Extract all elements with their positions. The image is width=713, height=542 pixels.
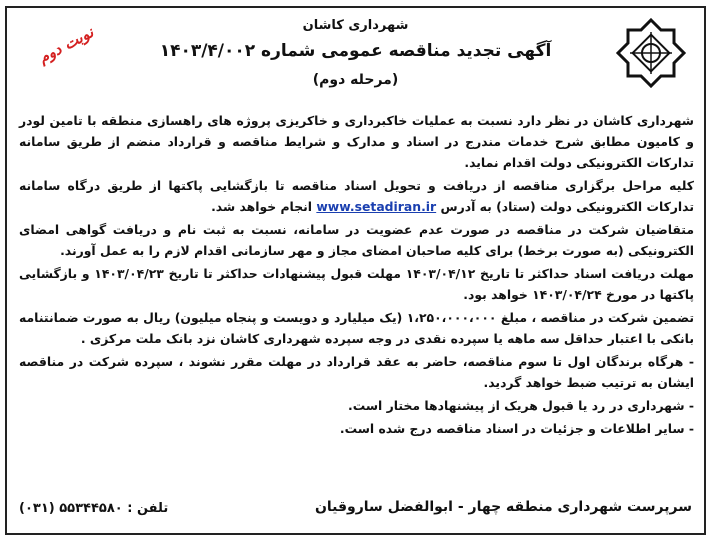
paragraph-forfeit: - هرگاه برندگان اول تا سوم مناقصه، حاضر به عقد قرارداد در مهلت مقرر نشوند ، سپرده شرکت در مناقصه ایشان به ترتیب ضبط خواهد گردید.: [19, 354, 694, 390]
procedure-text: کلیه مراحل برگزاری مناقصه از دریافت و تحویل اسناد مناقصه تا بازگشایی پاکتها از طریق درگاه سامانه تدارکات الکترونیکی دولت (ستاد) به آدرس: [19, 178, 694, 214]
notice-header: [7, 8, 704, 108]
paragraph-details: - سایر اطلاعات و جزئیات در اسناد مناقصه درج شده است.: [339, 421, 694, 436]
paragraph-intro: شهرداری کاشان در نظر دارد نسبت به عملیات خاکبرداری و خاکریزی پروژه های راهسازی منطقه با تامین لودر و کامیون مطابق شرح خدمات مندرج در اسناد و مدارک و شرایط مناقصه و قرارداد منضم از طریق سامانه تدارکات الکترونیکی دولت اقدام نماید.: [19, 113, 694, 170]
phone-number: تلفن : ۵۵۳۴۴۵۸۰ (۰۳۱): [19, 501, 169, 516]
paragraph-guarantee: تضمین شرکت در مناقصه ، مبلغ ۱،۲۵۰،۰۰۰،۰۰۰ (یک میلیارد و دویست و پنجاه میلیون) ریال به صورت ضمانتنامه بانکی با اعتبار حداقل سه ماهه یا سپرده نقدی در وجه سپرده شهرداری کاشان نزد بانک ملت مرکزی .: [19, 310, 694, 346]
paragraph-procedure: [19, 175, 694, 217]
paragraph-deadlines: مهلت دریافت اسناد حداکثر تا تاریخ ۱۴۰۳/۰۴/۱۲ مهلت قبول پیشنهادات حداکثر تا تاریخ ۱۴۰۳/۰۴/۲۳ و بازگشایی پاکتها در مورخ ۱۴۰۳/۰۴/۲۴ خواهد بود.: [19, 266, 694, 302]
notice-frame: [5, 6, 706, 535]
signature: سرپرست شهرداری منطقه چهار - ابوالفضل ساروقیان: [314, 499, 692, 515]
paragraph-rights: - شهرداری در رد یا قبول هریک از پیشنهادها مختار است.: [348, 398, 694, 413]
issuer-name: شهرداری کاشان: [302, 18, 409, 33]
second-publication-stamp: نوبت دوم: [35, 23, 97, 67]
procedure-text-end: انجام خواهد شد.: [211, 199, 313, 214]
notice-subtitle: (مرحله دوم): [312, 72, 399, 88]
setad-link[interactable]: www.setadiran.ir: [316, 199, 437, 214]
notice-title: آگهی تجدید مناقصه عمومی شماره ۱۴۰۳/۴/۰۰۲: [159, 41, 552, 61]
municipality-logo-icon: [616, 18, 686, 88]
notice-body: [19, 110, 694, 441]
paragraph-registration: متقاضیان شرکت در مناقصه در صورت عدم عضویت در سامانه، نسبت به ثبت نام و دریافت گواهی امضای الکترونیکی (به صورت برخط) برای کلیه صاحبان امضای مجاز و مهر سازمانی اقدام لازم را به عمل آورند.: [19, 222, 694, 258]
notice-footer: [19, 499, 692, 523]
